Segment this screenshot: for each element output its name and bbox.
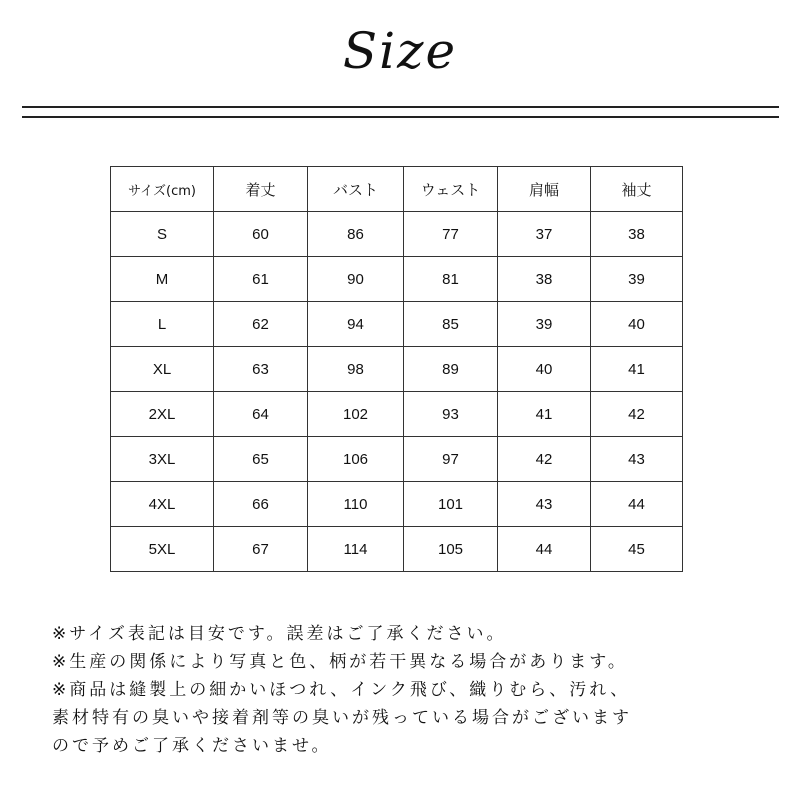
table-cell: 94 <box>308 302 404 347</box>
note-line: 素材特有の臭いや接着剤等の臭いが残っている場合がございます <box>52 708 632 728</box>
table-cell: 39 <box>591 257 683 302</box>
table-cell: 42 <box>498 437 591 482</box>
note-line: ※商品は縫製上の細かいほつれ、インク飛び、織りむら、汚れ、 <box>52 680 631 700</box>
table-row <box>111 302 683 347</box>
table-cell: 42 <box>591 392 683 437</box>
size-label-cell: 2XL <box>111 392 214 437</box>
table-row <box>111 212 683 257</box>
table-cell: 67 <box>214 527 308 572</box>
note-line: ※サイズ表記は目安です。誤差はご了承ください。 <box>52 624 507 644</box>
table-header-cell: 着丈 <box>214 167 308 212</box>
table-cell: 43 <box>591 437 683 482</box>
table-cell: 81 <box>404 257 498 302</box>
size-label-cell: 5XL <box>111 527 214 572</box>
size-label-cell: XL <box>111 347 214 392</box>
table-header-cell: バスト <box>308 167 404 212</box>
table-cell: 41 <box>498 392 591 437</box>
table-cell: 86 <box>308 212 404 257</box>
table-cell: 65 <box>214 437 308 482</box>
size-chart-table <box>110 166 683 572</box>
size-label-cell: S <box>111 212 214 257</box>
table-cell: 44 <box>591 482 683 527</box>
table-cell: 43 <box>498 482 591 527</box>
table-row <box>111 437 683 482</box>
table-cell: 93 <box>404 392 498 437</box>
table-cell: 85 <box>404 302 498 347</box>
table-header-cell: 袖丈 <box>591 167 683 212</box>
table-cell: 98 <box>308 347 404 392</box>
table-row <box>111 392 683 437</box>
table-cell: 61 <box>214 257 308 302</box>
table-cell: 45 <box>591 527 683 572</box>
table-row <box>111 257 683 302</box>
table-cell: 38 <box>591 212 683 257</box>
table-cell: 40 <box>591 302 683 347</box>
table-cell: 64 <box>214 392 308 437</box>
note-line: ので予めご了承くださいませ。 <box>52 736 332 756</box>
table-row <box>111 347 683 392</box>
table-cell: 97 <box>404 437 498 482</box>
size-label-cell: 4XL <box>111 482 214 527</box>
size-label-cell: M <box>111 257 214 302</box>
table-cell: 110 <box>308 482 404 527</box>
table-cell: 44 <box>498 527 591 572</box>
divider-bottom <box>22 116 779 118</box>
table-cell: 106 <box>308 437 404 482</box>
table-cell: 37 <box>498 212 591 257</box>
size-label-cell: 3XL <box>111 437 214 482</box>
table-cell: 38 <box>498 257 591 302</box>
table-cell: 39 <box>498 302 591 347</box>
table-header-cell: 肩幅 <box>498 167 591 212</box>
table-cell: 66 <box>214 482 308 527</box>
table-header-cell: サイズ(cm) <box>111 167 214 212</box>
size-label-cell: L <box>111 302 214 347</box>
table-cell: 60 <box>214 212 308 257</box>
page-title: Size <box>342 22 458 80</box>
table-cell: 114 <box>308 527 404 572</box>
table-cell: 89 <box>404 347 498 392</box>
table-cell: 77 <box>404 212 498 257</box>
table-cell: 90 <box>308 257 404 302</box>
table-cell: 62 <box>214 302 308 347</box>
divider-top <box>22 106 779 108</box>
table-cell: 101 <box>404 482 498 527</box>
table-header-cell: ウェスト <box>404 167 498 212</box>
table-cell: 105 <box>404 527 498 572</box>
table-cell: 41 <box>591 347 683 392</box>
notes-section <box>52 620 772 760</box>
table-row <box>111 482 683 527</box>
table-header-row <box>111 167 683 212</box>
note-line: ※生産の関係により写真と色、柄が若干異なる場合があります。 <box>52 652 628 672</box>
table-cell: 63 <box>214 347 308 392</box>
table-row <box>111 527 683 572</box>
table-cell: 40 <box>498 347 591 392</box>
table-cell: 102 <box>308 392 404 437</box>
